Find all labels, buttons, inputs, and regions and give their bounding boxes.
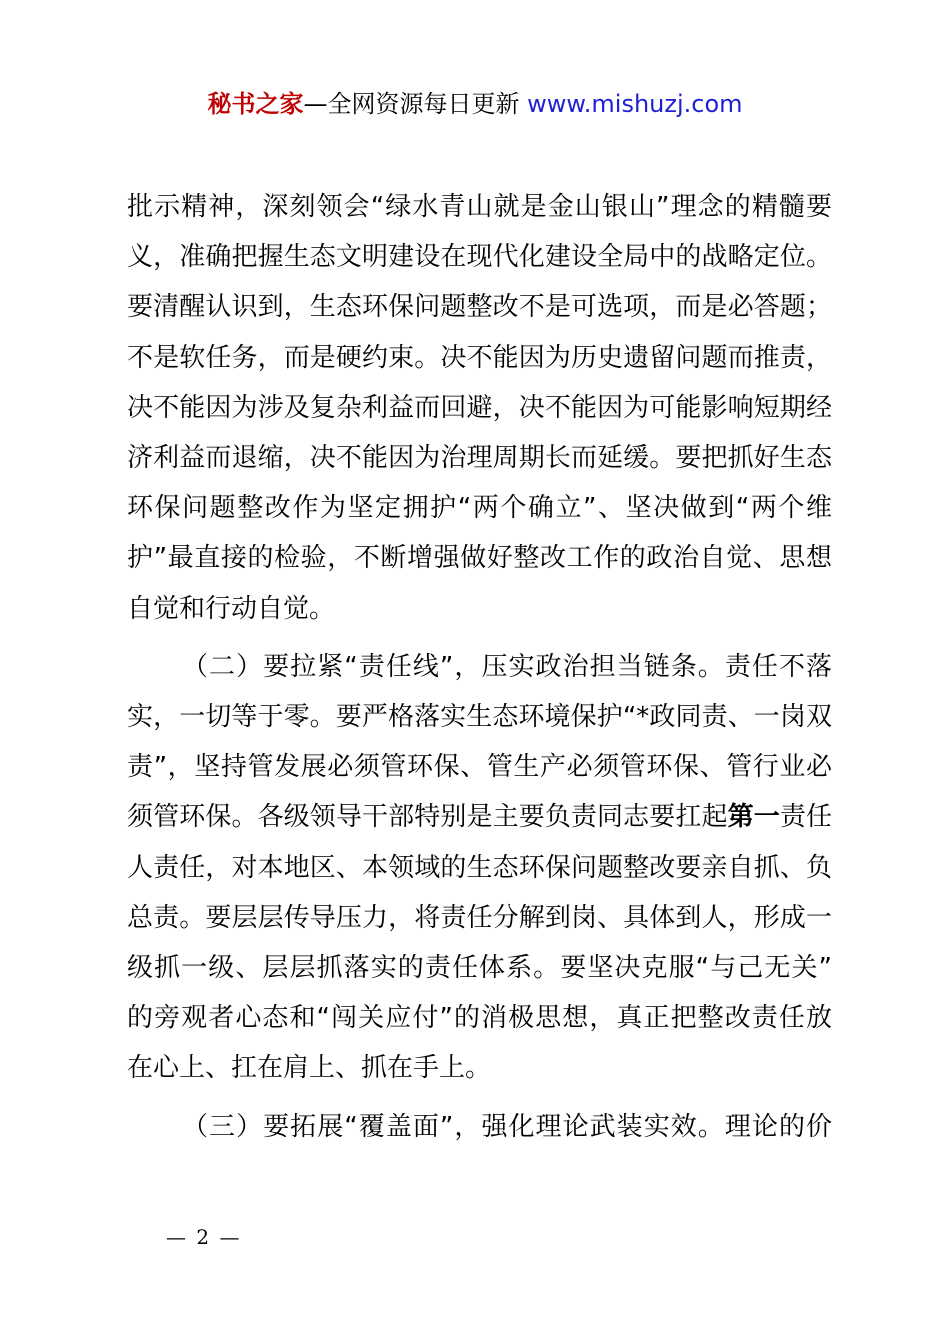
paragraph-1-line: 不是软任务，而是硬约束。决不能因为历史遗留问题而推责， <box>127 342 832 373</box>
paragraph-2-line: 人责任，对本地区、本领域的生态环保问题整改要亲自抓、负 <box>127 852 832 883</box>
page-header <box>0 86 950 122</box>
paragraph-2-heading-line: （二）要拉紧“责任线”，压实政治担当链条。责任不落 <box>182 651 832 682</box>
paragraph-2-line: 的旁观者心态和“闯关应付”的消极思想，真正把整改责任放 <box>127 1003 832 1034</box>
paragraph-2-line: 责”，坚持管发展必须管环保、管生产必须管环保、管行业必 <box>127 752 832 783</box>
paragraph-1-line: 决不能因为涉及复杂利益而回避，决不能因为可能影响短期经 <box>127 392 832 423</box>
paragraph-2-line: 在心上、扛在肩上、抓在手上。 <box>127 1053 492 1084</box>
paragraph-2-line <box>127 792 832 842</box>
paragraph-1-line: 护”最直接的检验，不断增强做好整改工作的政治自觉、思想 <box>127 543 832 574</box>
paragraph-2-line: 实，一切等于零。要严格落实生态环境保护“*政同责、一岗双 <box>127 702 832 733</box>
header-url-link[interactable]: www.mishuzj.com <box>519 90 743 118</box>
paragraph-3-heading-line: （三）要拓展“覆盖面”，强化理论武装实效。理论的价 <box>182 1111 832 1142</box>
paragraph-1-line: 济利益而退缩，决不能因为治理周期长而延缓。要把抓好生态 <box>127 443 832 474</box>
paragraph-2-line-prefix: 须管环保。各级领导干部特别是主要负责同志要扛起 <box>127 802 728 833</box>
paragraph-1-line: 批示精神，深刻领会“绿水青山就是金山银山”理念的精髓要 <box>127 192 832 222</box>
paragraph-1-line: 环保问题整改作为坚定拥护“两个确立”、坚决做到“两个维 <box>127 493 832 524</box>
paragraph-2-line: 总责。要层层传导压力，将责任分解到岗、具体到人，形成一 <box>127 902 832 933</box>
page-number: — 2 — <box>166 1225 242 1249</box>
paragraph-2-line: 级抓一级、层层抓落实的责任体系。要坚决克服“与己无关” <box>127 953 832 984</box>
paragraph-2-bold-text: 第一 <box>727 802 780 833</box>
document-body <box>127 182 832 1152</box>
paragraph-1-line: 自觉和行动自觉。 <box>127 593 336 624</box>
header-brand: 秘书之家 <box>207 90 304 118</box>
paragraph-2-line-suffix: 责任 <box>779 802 832 833</box>
header-slogan: —全网资源每日更新 <box>303 90 520 118</box>
paragraph-1-line: 要清醒认识到，生态环保问题整改不是可选项，而是必答题； <box>127 292 832 323</box>
paragraph-1-line: 义，准确把握生态文明建设在现代化建设全局中的战略定位。 <box>127 242 832 273</box>
